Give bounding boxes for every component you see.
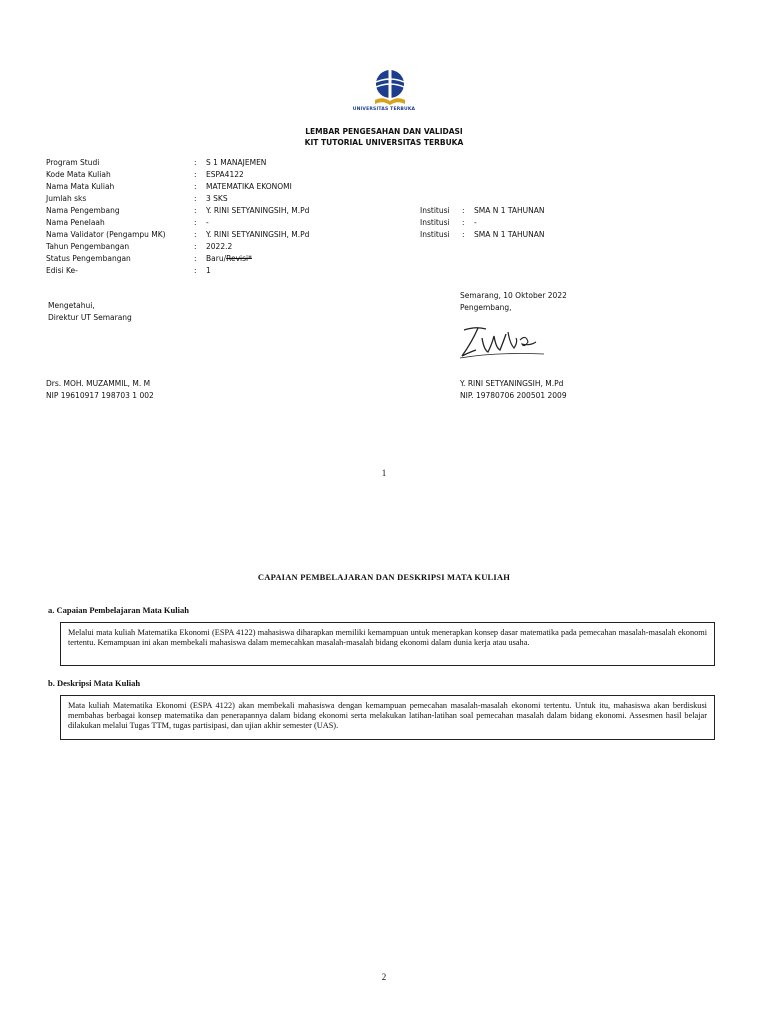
field-value: -	[206, 218, 209, 227]
field-label: Jumlah sks	[46, 194, 87, 203]
field-colon: :	[462, 230, 465, 239]
info-row-nama-penelaah	[46, 217, 606, 229]
field-label: Nama Mata Kuliah	[46, 182, 115, 191]
institusi-label: Institusi	[420, 230, 450, 239]
field-label: Nama Pengembang	[46, 206, 120, 215]
section-b-title: b. Deskripsi Mata Kuliah	[48, 678, 141, 688]
logo-text: UNIVERSITAS TERBUKA	[352, 107, 416, 112]
info-row-nama-pengembang	[46, 205, 606, 217]
approver-line1: Mengetahui,	[48, 301, 95, 310]
field-label: Program Studi	[46, 158, 100, 167]
field-value: Y. RINI SETYANINGSIH, M.Pd	[206, 206, 310, 215]
approver-nip: NIP 19610917 198703 1 002	[46, 391, 154, 400]
developer-nip: NIP. 19780706 200501 2009	[460, 391, 567, 400]
field-value: 3 SKS	[206, 194, 228, 203]
info-row-nama-validator	[46, 229, 606, 241]
section-a-text: Melalui mata kuliah Matematika Ekonomi (ESPA 4122) mahasiswa diharapkan memiliki kemampuan untuk menerapkan konsep dasar matematika pada pemecahan masalah-masalah ekonomi tertentu. Kemampuan ini akan membekali mahasiswa dalam memecahkan masalah-masalah bidang ekonomi dalam dunia kerja atau usaha.	[60, 622, 715, 666]
field-colon: :	[194, 266, 197, 275]
status-baru: Baru/	[206, 254, 227, 263]
info-row-jumlah-sks	[46, 193, 606, 205]
field-value: MATEMATIKA EKONOMI	[206, 182, 292, 191]
developer-name-block	[460, 378, 700, 402]
field-colon: :	[194, 230, 197, 239]
field-colon: :	[194, 194, 197, 203]
field-colon: :	[194, 206, 197, 215]
approver-name-block	[46, 378, 286, 402]
signing-date: Semarang, 10 Oktober 2022	[460, 291, 567, 300]
handwritten-signature	[456, 322, 550, 362]
field-colon: :	[194, 158, 197, 167]
field-value: S 1 MANAJEMEN	[206, 158, 267, 167]
info-row-kode-mata-kuliah	[46, 169, 606, 181]
institusi-value: -	[474, 218, 477, 227]
field-colon: :	[462, 218, 465, 227]
section-b-text: Mata kuliah Matematika Ekonomi (ESPA 4122) akan membekali mahasiswa dengan kemampuan pemecahan masalah-masalah ekonomi tertentu. Untuk itu, mahasiswa akan berdiskusi membahas berbagai konsep matematika dan penerapannya dalam bidang ekonomi serta melakukan latihan-latihan soal pemecahan masalah dalam bidang ekonomi. Assesmen hasil belajar dilakukan melalui Tugas TTM, tugas partisipasi, dan ujian akhir semester (UAS).	[60, 695, 715, 740]
field-colon: :	[462, 206, 465, 215]
field-value: 1	[206, 266, 211, 275]
institusi-label: Institusi	[420, 218, 450, 227]
field-value: ESPA4122	[206, 170, 244, 179]
field-colon: :	[194, 170, 197, 179]
info-row-nama-mata-kuliah	[46, 181, 606, 193]
status-revisi-struck: Revisi*	[226, 254, 252, 263]
developer-role: Pengembang,	[460, 303, 512, 312]
course-info-table	[46, 157, 606, 277]
info-row-status-pengembangan	[46, 253, 606, 265]
institusi-value: SMA N 1 TAHUNAN	[474, 230, 545, 239]
section-heading: CAPAIAN PEMBELAJARAN DAN DESKRIPSI MATA KULIAH	[257, 572, 511, 582]
info-row-tahun-pengembangan	[46, 241, 606, 253]
field-label: Status Pengembangan	[46, 254, 131, 263]
developer-block	[460, 290, 700, 314]
page-title-line1: LEMBAR PENGESAHAN DAN VALIDASI	[305, 127, 463, 136]
info-row-program-studi	[46, 157, 606, 169]
field-colon: :	[194, 242, 197, 251]
signature-icon	[456, 322, 550, 362]
page-number: 2	[381, 972, 387, 982]
field-colon: :	[194, 182, 197, 191]
field-label: Nama Validator (Pengampu MK)	[46, 230, 166, 239]
section-a-title: a. Capaian Pembelajaran Mata Kuliah	[48, 605, 189, 615]
field-value	[206, 253, 252, 265]
approver-block	[48, 300, 268, 324]
field-label: Edisi Ke-	[46, 266, 78, 275]
field-label: Kode Mata Kuliah	[46, 170, 111, 179]
field-value: Y. RINI SETYANINGSIH, M.Pd	[206, 230, 310, 239]
field-label: Nama Penelaah	[46, 218, 105, 227]
institusi-value: SMA N 1 TAHUNAN	[474, 206, 545, 215]
developer-name: Y. RINI SETYANINGSIH, M.Pd	[460, 379, 564, 388]
institusi-label: Institusi	[420, 206, 450, 215]
field-value: 2022.2	[206, 242, 233, 251]
field-colon: :	[194, 218, 197, 227]
approver-name: Drs. MOH. MUZAMMIL, M. M	[46, 379, 151, 388]
approver-role: Direktur UT Semarang	[48, 313, 132, 322]
page-number: 1	[381, 468, 387, 478]
field-label: Tahun Pengembangan	[46, 242, 130, 251]
field-colon: :	[194, 254, 197, 263]
page-title-line2: KIT TUTORIAL UNIVERSITAS TERBUKA	[304, 138, 464, 147]
info-row-edisi	[46, 265, 606, 277]
